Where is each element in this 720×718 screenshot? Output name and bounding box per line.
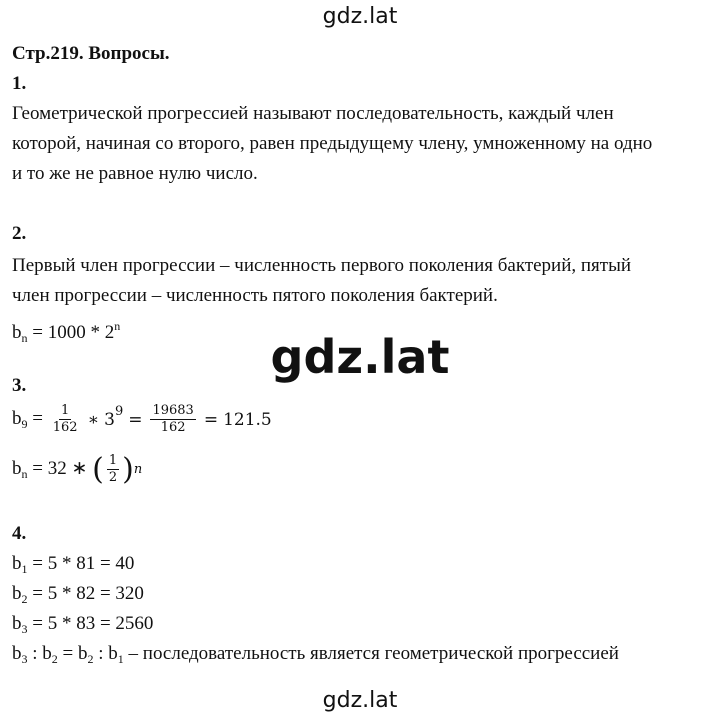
question-2-line-1: Первый член прогрессии – численность первого поколения бактерий, пятый — [12, 255, 632, 276]
watermark-bottom: gdz.lat — [322, 688, 398, 713]
question-4-number: 4. — [12, 523, 27, 544]
question-1-line-2: которой, начиная со второго, равен предыдущему члену, умноженному на одно — [12, 133, 653, 154]
question-1-line-1: Геометрической прогрессией называют последовательность, каждый член — [12, 103, 614, 124]
question-4-row-3: $b_3 = 5 * 83 = 2560$ — [12, 613, 154, 636]
question-1-number: 1. — [12, 73, 27, 94]
question-2-number: 2. — [12, 223, 27, 244]
watermark-middle: gdz.lat — [270, 330, 450, 384]
question-4-row-2: $b_2 = 5 * 82 = 320$ — [12, 583, 144, 606]
question-1-line-3: и то же не равное нулю число. — [12, 163, 258, 184]
question-3-number: 3. — [12, 375, 27, 396]
question-4-row-1: $b_1 = 5 * 81 = 40$ — [12, 553, 135, 576]
page-heading: Стр.219. Вопросы. — [12, 43, 170, 64]
question-4-conclusion: $b_3$ : $b_2 = b_2$ : $b_1$ – последовательность является геометрической прогрессией — [12, 643, 619, 666]
watermark-top: gdz.lat — [322, 4, 398, 29]
question-2-line-2: член прогрессии – численность пятого поколения бактерий. — [12, 285, 498, 306]
question-2-formula: $b_n = 1000 * 2^n$ — [12, 319, 121, 345]
question-3-formula-2: $b_n = 32$ ∗ ( $\frac{1}{2}$ ) n — [12, 451, 143, 487]
question-3-formula-1: $b_9$ = $\frac{1}{162}$ ∗ 3 9 = $\frac{19683}{162}$ = 121.5 — [12, 403, 272, 436]
